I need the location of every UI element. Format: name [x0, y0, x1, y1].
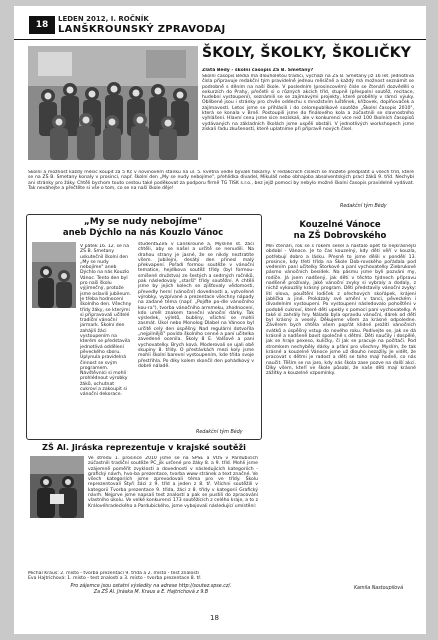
award-photo: [30, 456, 84, 518]
article4-signature: Kamila Nastoupilová: [354, 586, 404, 591]
issue-date: LEDEN 2012, I. ROČNÍK: [58, 15, 149, 23]
article4-title-line2: na ZŠ Dobrovského: [293, 231, 387, 241]
article2-signature: Redakční tým Bédy: [196, 430, 243, 435]
article1-intro: Zlatá Bédy - školní časopis ZŠ B. Smetany?: [202, 68, 314, 73]
article2-text-col1: V pátek 16. 12. se na ZŠ B. Smetany uskutečnil školní den „My se nudy nebojíme" aneb Dýchlo na nás Kouzlo Vánoc. Tento den byl pro naši školu výjimečný, protože jsme oslavili jubileum. Je třeba hodnocení školního den. Všechny třídy žáky, se kterými si připravovali učitelé tradiční vánoční jarmark. Školní den zahájili žáci vystoupením na kterém se představila jednotlivá oddělení pěveckého sboru. Uplynula pravidelná činnost se svým programem. Návštěvníci si mohli prohlédnout výrobky žáků, ochutnat cukroví a zakoupit si vánoční dekorace.: [80, 244, 132, 398]
class-photo: [28, 46, 198, 160]
article1-text-right: Školní časopis Bédia má dlouholetou tradici, vychází na ZŠ B. Smetany již 16 let. Jednotlivá čísla připravuje redakční tým pravidelně jednou měsíčně a každý má možnost seznámit se podrobně s děním na naší škole. V posledním (prosincovém) čísle se čtenáři dozvěděli o exkurzích do Prahy, přečetli si o různých akcích tříd, stupně (přespolní soutěž, recitace, hudební vystoupení), seznámili se se zajímavými projekty, které proběhly v rámci výuky. Oblíbené jsou i stránky pro chvíle oddechu s množstvím luštěnek, křížovek, doplňovaček a zajímavostí. Letos jsme se přihlásili i do celorepublikové soutěže „Školní časopis 2010", která se konala v Brně. Postoupili jsme do finálového kola a zúčastnili se slavnostního vyhlášení. Hlavní cenu jsme sice nezískali, ale v konkurenci více než 100 školních časopisů vydávaných na základních školách jsme uspěli obstáli. V jednotlivých workshopech jsme získali řadu zkušeností, které uplatníme při přípravě nových čísel.: [202, 74, 414, 132]
article1-text-full: Školní a možnost každý měsíc koupit za 5 Kč v novinovém stánku na ul. 5. května vedle bývalé tiskárny. V redakčních číslech se můžete předplatit u všech tříd, které se na ZŠ B. Smetany konaly v prosinci, např. školní den „My se nudy nebojíme", přehlídka divadel, Mikuláš nebo obhajoba absolventských prací žáků 9. tříd. Nechybí ani stránky pro žáky. Chtěli bychom touto cestou také poděkovat za podporu firmě TG TISK s.r.o., bez jejíž pomoci by nebylo možné školní časopis pravidelně vydávat. Tak neváhejte a přečtěte si vše o tom, co se na naší škole děje!: [28, 170, 414, 191]
article3-signature: Za ZŠ Al. Jiráska M. Kraus a E. Hajtrichová z 9.B: [93, 590, 209, 595]
article4-text: Mili čtenáři, rok se s rokem sešel a nastalo opět to nejkrásnější období - Vánoce. Je to čas kouzelný, kdy děti věří v kouzla, potřebují dobro a lásku. Přesně to jsme dělili v pondělí 13. prosince, kdy třetí třída na Škole Dob-rovského pořádala pod vedením paní učitelky Štorkové a paní vychovatelky Ziebrukové pásmo vánočních besídek. Na pásmu jsme byli pozváni my, rodiče. Já jsem nadšený, jak děti v těchto týdnech přípravu nadšeně prožívaly, jaké vánoční zvyky si vybraly a dodaly, z nichž vykouzlily krásný program. Děti představily vánoční zvyky: lití olova, pouštění lodiček z ořechových skořápek, krájení jablíčka a jiné. Prokázaly své umění v tanci, pěveckém i divadelním vystoupení. Po vystoupení následovalo pohoštění v podobě cukroví, které děti upekly s pomocí paní vychovatelky. A také si zahrály hry. Nálada byla opravdu vánoční, dárek od dětí byl krásný a veselý. Děkujeme všem za krásné odpoledne. Závěrem bych chtěla všem popřát klidné prožití vánočních svátků a úspěšný vstup do nového roku. Podívejte se, jak se dá krásně a nadšeně bavit společně s dětmi. Děti naučily i dospělé, jak se hraje pexeso, kuličky, či jak se pracuje na počítači. Pod stromkem nechyběly dárky a přání pro všechny. Myslím, že tak krásné a kouzelné Vánoce jsme už dlouho nezažily. Je vidět, že pracovat s dětmi je radost a děti se toho mají hodně, co nás naučit. Těším se na jaro, kdy nás škola zase pozve na další akci. Díky všem, kteří ve škole působí, že naše děti mají krásné zážitky a kouzelné vzpomínky.: [266, 244, 416, 377]
header-divider: [14, 39, 426, 40]
article-title-skoly: ŠKOLY, ŠKOLKY, ŠKOLIČKY: [202, 45, 412, 61]
page-number-footer: 18: [210, 614, 219, 622]
school-event-photo: [32, 242, 76, 308]
article2-title-line2: aneb Dýchlo na nás Kouzlo Vánoc: [62, 228, 224, 238]
article3-title: ZŠ Al. Jiráska reprezentuje v krajské soutěži: [42, 442, 246, 452]
school-event-photo-graphic: [32, 242, 76, 308]
article3-note: Pro zájemce jsou ostatní výsledky na adrese http://soutez.spse.cz/.: [70, 584, 232, 589]
article3-text: Ve středu 1. prosince 2010 jsme se na SPŠE a VOŠ v Pardubicích zúčastnili tradiční soutěže PC_jik určené pro žáky 8. a 9. tříd. Mohli jsme vzájemně poměřit zvyklostí a dovednosti v následujících kategoriích - grafický návrh, hvo-ba prezentace, tvorba www stránek a text značné. Ve všech kategoriích jsme zprevodovali téma pro ve třídy. Školu reprezentovali Štyři žáci z 9. tříd a jeden z 8. tř. Všichni soutěžili v kategorii Tvorba prezentace 9. třída, žáci z 8. třídy v kategorii Grafický návrh. Nejprve jsme napsali test znalostí a pak se pustili do zpracování vlastního úkolu. Ve velké konkurenci 173 soutěžících z celého kraje, a to z Královéhradeckého a Pardubického, jsme vybojovali následující umístění:: [88, 456, 258, 509]
newspaper-page: [14, 6, 426, 634]
article4-title-line1: Kouzelné Vánoce: [299, 220, 381, 230]
article3-results: Michal Kraus: 2. místo - tvorba prezentací 9. třída a 2. místo - test znalostí Eva Hajtrichová: 1. místo - test znalostí a 3. místo - tvorba prezentace 8. tř.: [28, 571, 202, 582]
magazine-title: LANŠKROUNSKÝ ZPRAVODAJ: [58, 24, 226, 35]
award-photo-graphic: [30, 456, 84, 518]
article2-title-line1: „My se nudy nebojíme": [83, 217, 203, 227]
class-photo-graphic: [28, 46, 198, 160]
article2-text-col2: studentSZeS v Lanškrouně a, Mysliňe st. žáci chtěli, aby se našel a určitě se nenudili. Na drahou strany je jasné, že se nikdy neztratíte všem. Jubilejní, desátý den přinesl malý překvapení. Pořadí formou soutěže v vánoční tematice, hejdíkova soutěž třídy (byl formou-smíšené družstva) ze šestých a sedmých ročníků, pak následovaly „starší" třídy soutěžní. A chtěli jsme by jejich kolech se zjišťovaly vědomosti, převedly herní (vánoční) dovednosti a, vytvořené výrobky, vyzpívané a prezentace všechny nápady na zadané téma (např. „Pojďte po-dle vánočního kou-ra"), tvorba vánočního armmeku, zhodnocení, kdo uměl znakem taneční vánoční dárky. Tak výsledek, výletů, bubliny, všichni se mohli zasmát. Úkol nebo Monolog Dlabel na Vánoce byl určitě celý den úspěšný. Nad regulární dotvořila „nejpilnější" povída školního cenné a paní učitelka zavedené ocenila. Školy 8 E. Valšové a paní vychovatelky. Brych ková. Moderovali se ujali obě skupiny 8. třídy. O přestávkách mezi koly jsme mohli školní barevní vystoupením, kde třída svoje přestřihla. Po díky kolem skončil den pohádkový v dobré náladě.: [138, 242, 254, 369]
page-number-badge: 18: [29, 16, 55, 34]
article1-signature: Redakční tým Bédy: [340, 204, 387, 209]
